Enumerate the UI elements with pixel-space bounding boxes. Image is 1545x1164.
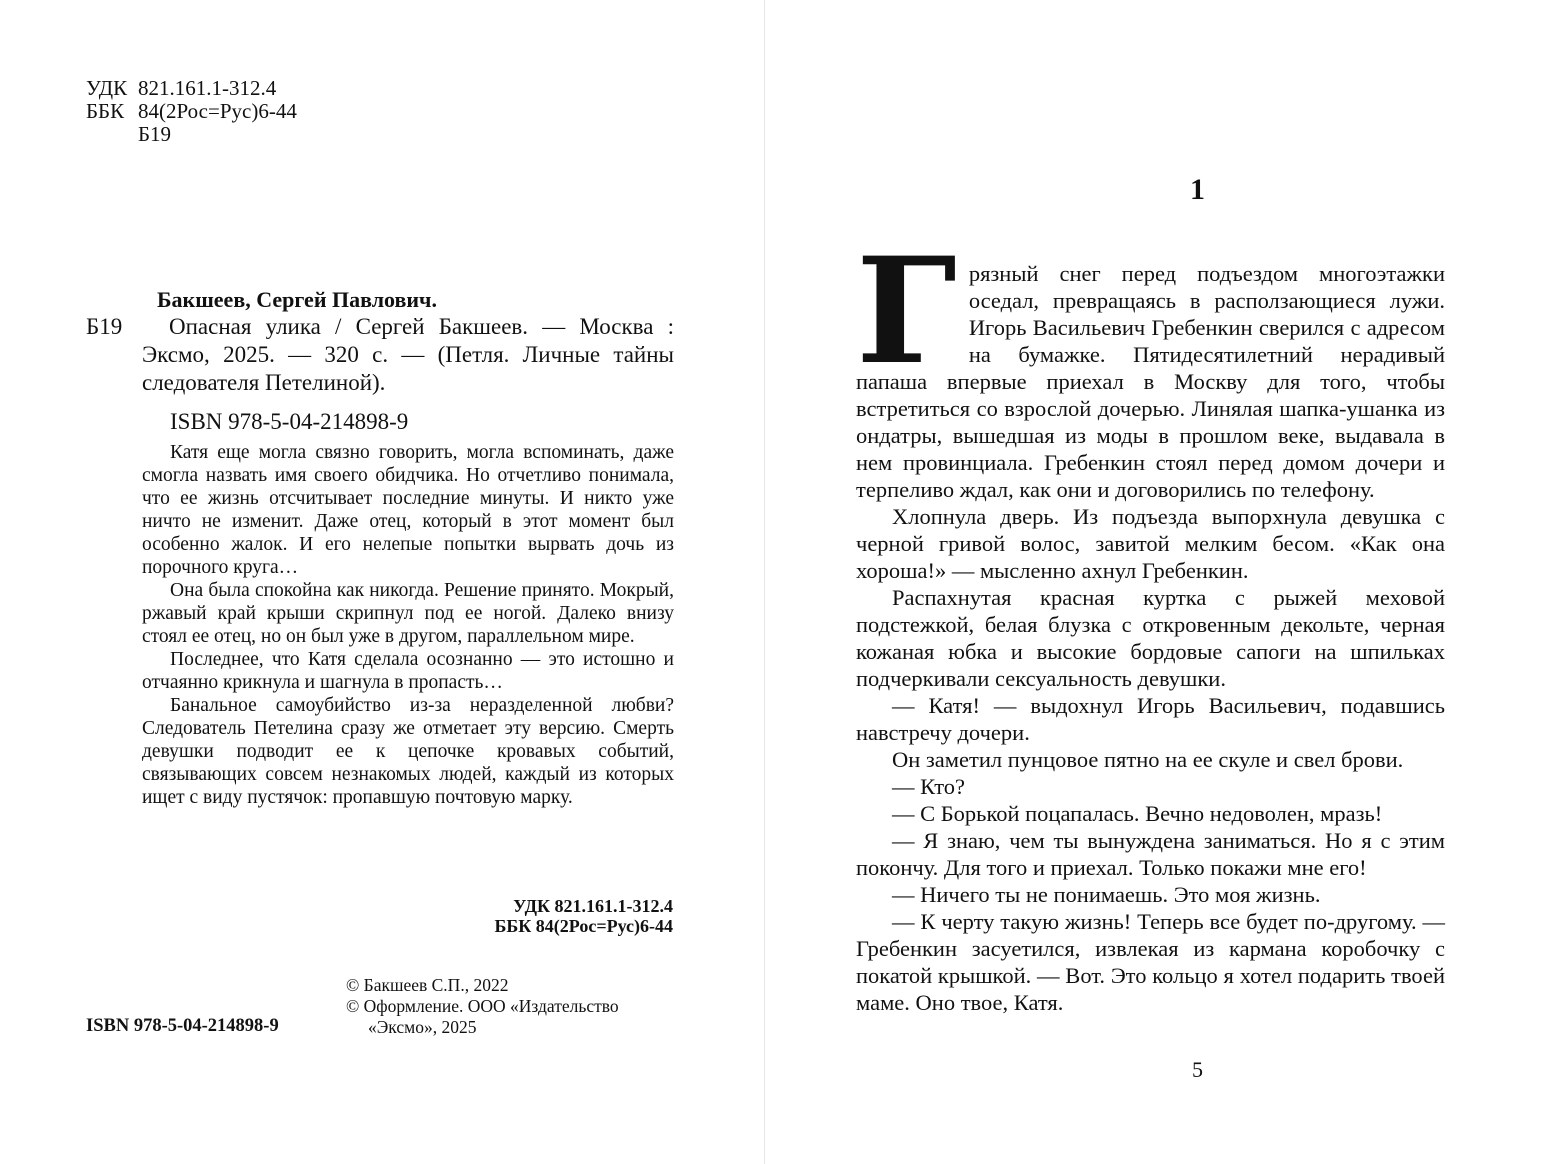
udk-value: 821.161.1-312.4	[138, 76, 277, 100]
body-paragraph: — Ничего ты не понимаешь. Это моя жизнь.	[892, 882, 1321, 907]
first-paragraph	[856, 226, 1445, 503]
body-paragraph: — Я знаю, чем ты вынуждена заниматься. Но я с этим покончу. Для того и приехал. Только покажи мне его!	[856, 828, 1445, 880]
isbn-line: ISBN 978-5-04-214898-9	[170, 409, 409, 434]
first-paragraph-text: рязный снег перед подъездом многоэтажки оседал, превращаясь в расползающиеся лужи. Игорь Васильевич Гребенкин сверился с адресом на бумажке. Пятидесятилетний нерадивый папаша впервые приехал в Москву для того, чтобы встретиться со взрослой дочерью. Линялая шапка-ушанка из ондатры, вышедшая из моды в прошлом веке, выдавала в нем провинциала. Гребенкин стоял перед домом дочери и терпеливо ждал, как они и договорились по телефону.	[856, 261, 1445, 502]
body-paragraph: — К черту такую жизнь! Теперь все будет по-другому. — Гребенкин засуетился, извлекая из кармана коробочку с покатой крышкой. — Вот. Это кольцо я хотел подарить твоей маме. Оно твое, Катя.	[856, 909, 1445, 1015]
body-paragraph: — С Борькой поцапалась. Вечно недоволен, мразь!	[892, 801, 1383, 826]
udk-footer-line: УДК 821.161.1-312.4	[513, 896, 673, 916]
annotation-paragraph: Она была спокойна как никогда. Решение принято. Мокрый, ржавый край крыши скрипнул под ее ногой. Далеко внизу стоял ее отец, но он был уже в другом, параллельном мире.	[142, 580, 674, 647]
copyright-design: © Оформление. ООО «Издательство	[346, 996, 619, 1016]
annotation-paragraph: Банальное самоубийство из-за неразделенной любви? Следователь Петелина сразу же отметает эту версию. Смерть девушки подводит ее к цепочке кровавых событий, связывающих совсем незнакомых людей, каждый из которых ищет с виду пустячок: пропавшую почтовую марку.	[142, 695, 674, 808]
chapter-number: 1	[1190, 173, 1205, 206]
entry-code: Б19	[86, 314, 123, 339]
classification-footer	[430, 896, 673, 936]
bbk-label: ББК	[86, 99, 125, 123]
copyright-design-cont: «Эксмо», 2025	[368, 1017, 477, 1037]
bibliographic-description: Опасная улика / Сергей Бакшеев. — Москва : Эксмо, 2025. — 320 с. — (Петля. Личные тайны следователя Петелиной).	[142, 314, 674, 395]
isbn-footer: ISBN 978-5-04-214898-9	[86, 1016, 279, 1036]
body-paragraph: Хлопнула дверь. Из подъезда выпорхнула девушка с черной гривой волос, завитой мелким бесом. «Как она хороша!» — мысленно ахнул Гребенкин.	[856, 504, 1445, 583]
body-text	[856, 226, 1445, 1016]
copyright-author: © Бакшеев С.П., 2022	[346, 975, 509, 995]
annotation-paragraph: Последнее, что Катя сделала осознанно — это истошно и отчаянно крикнула и шагнула в пропасть…	[142, 649, 674, 693]
body-paragraph: Он заметил пунцовое пятно на ее скуле и свел брови.	[892, 747, 1404, 772]
copyright-page	[0, 0, 764, 1164]
body-paragraph: — Кто?	[892, 774, 966, 799]
bbk-value: 84(2Рос=Рус)6-44	[138, 99, 297, 123]
udk-row	[86, 77, 297, 100]
page-number: 5	[1192, 1057, 1203, 1082]
author-cutter: Б19	[138, 122, 172, 146]
drop-cap: Г	[856, 226, 957, 397]
body-paragraph: Распахнутая красная куртка с рыжей меховой подстежкой, белая блузка с откровенным декольте, черная кожаная юбка и высокие бордовые сапоги на шпильках подчеркивали сексуальность девушки.	[856, 585, 1445, 691]
bbk-row	[86, 100, 297, 123]
copyright-block	[346, 975, 676, 1038]
annotation-paragraph: Катя еще могла связно говорить, могла вспоминать, даже смогла назвать имя своего обидчика. Но отчетливо понимала, что ее жизнь отсчитывает последние минуты. И никто уже ничто не изменит. Даже отец, который в этот момент был особенно жалок. И его нелепые попытки вырвать дочь из порочного круга…	[142, 442, 674, 578]
chapter-page	[765, 0, 1545, 1164]
annotation	[142, 441, 674, 809]
classification-block	[86, 77, 297, 146]
author-heading: Бакшеев, Сергей Павлович.	[157, 287, 437, 312]
body-paragraph: — Катя! — выдохнул Игорь Васильевич, подавшись навстречу дочери.	[856, 693, 1445, 745]
bbk-footer-line: ББК 84(2Рос=Рус)6-44	[494, 916, 673, 936]
udk-label: УДК	[86, 76, 128, 100]
